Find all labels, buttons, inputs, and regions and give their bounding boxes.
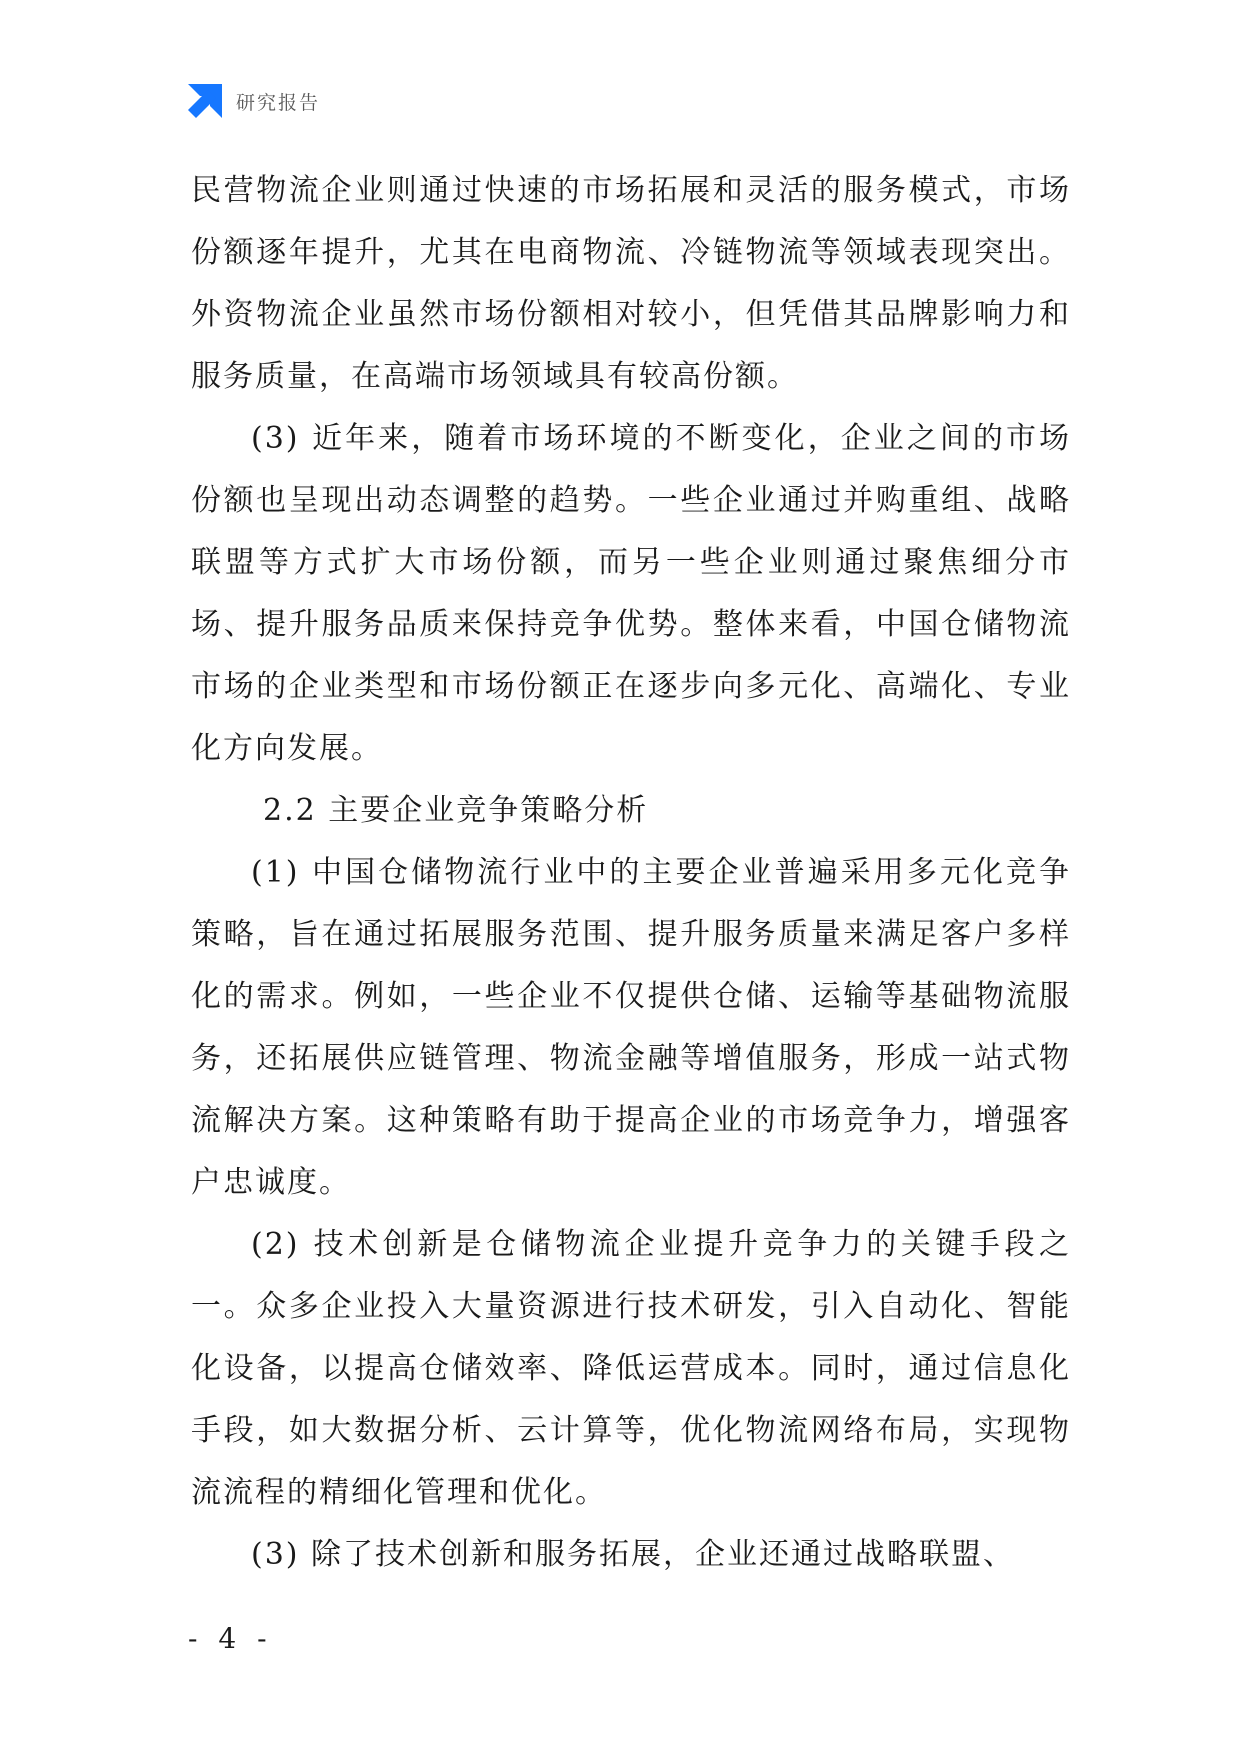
document-body xyxy=(191,160,1071,1586)
section-heading: 2.2 主要企业竞争策略分析 xyxy=(263,793,649,828)
paragraph-diversification-strategy: (1) 中国仓储物流行业中的主要企业普遍采用多元化竞争策略，旨在通过拓展服务范围、提升服务质量来满足客户多样化的需求。例如，一些企业不仅提供仓储、运输等基础物流服务，还拓展供应链管理、物流金融等增值服务，形成一站式物流解决方案。这种策略有助于提高企业的市场竞争力，增强客户忠诚度。 xyxy=(191,855,1071,1200)
paragraph-continued: 民营物流企业则通过快速的市场拓展和灵活的服务模式，市场份额逐年提升，尤其在电商物流、冷链物流等领域表现突出。外资物流企业虽然市场份额相对较小，但凭借其品牌影响力和服务质量，在高端市场领域具有较高份额。 xyxy=(191,173,1071,394)
page-number: - 4 - xyxy=(188,1622,273,1655)
arrow-up-right-icon xyxy=(188,84,222,118)
paragraph-market-share-dynamics: (3) 近年来，随着市场环境的不断变化，企业之间的市场份额也呈现出动态调整的趋势。一些企业通过并购重组、战略联盟等方式扩大市场份额，而另一些企业则通过聚焦细分市场、提升服务品质来保持竞争优势。整体来看，中国仓储物流市场的企业类型和市场份额正在逐步向多元化、高端化、专业化方向发展。 xyxy=(191,421,1071,766)
report-brand-label: 研究报告 xyxy=(236,91,321,114)
paragraph-technology-innovation: (2) 技术创新是仓储物流企业提升竞争力的关键手段之一。众多企业投入大量资源进行技术研发，引入自动化、智能化设备，以提高仓储效率、降低运营成本。同时，通过信息化手段，如大数据分析、云计算等，优化物流网络布局，实现物流流程的精细化管理和优化。 xyxy=(191,1227,1071,1510)
report-header xyxy=(188,84,320,118)
paragraph-strategic-alliance: (3) 除了技术创新和服务拓展，企业还通过战略联盟、 xyxy=(251,1537,1016,1572)
